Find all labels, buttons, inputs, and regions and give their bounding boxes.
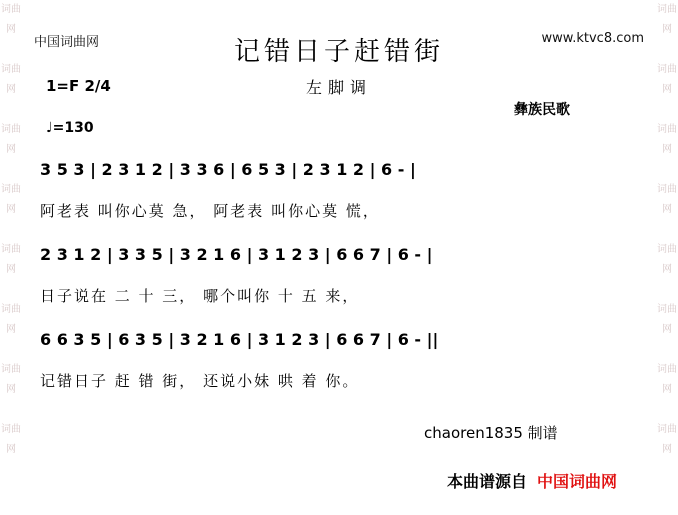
key-signature: 1=F 2/4 (46, 77, 111, 95)
source-site[interactable]: 中国词曲网 (537, 472, 618, 491)
watermark: 词曲网 (1, 184, 21, 215)
notation-row: 3 5 3 | 2 3 1 2 | 3 3 6 | 6 5 3 | 2 3 1 2 | 6 - | (40, 160, 416, 179)
watermark: 词曲网 (657, 64, 677, 95)
watermark: 词曲网 (1, 304, 21, 335)
watermark: 词曲网 (657, 364, 677, 395)
transcriber-credit: chaoren1835 制谱 (424, 424, 558, 442)
watermark: 词曲网 (657, 124, 677, 155)
watermark: 词曲网 (657, 424, 677, 455)
genre-label: 彝族民歌 (514, 102, 570, 118)
watermark: 词曲网 (1, 424, 21, 455)
watermark: 词曲网 (1, 124, 21, 155)
source-note (447, 469, 617, 492)
lyrics-row: 阿老表 叫你心莫 急， 阿老表 叫你心莫 慌， (40, 202, 380, 220)
notation-row: 6 6 3 5 | 6 3 5 | 3 2 1 6 | 3 1 2 3 | 6 6 7 | 6 - || (40, 330, 439, 349)
watermark: 词曲网 (1, 4, 21, 35)
lyrics-row: 日子说在 二 十 三， 哪个叫你 十 五 来， (40, 287, 360, 305)
watermark: 词曲网 (657, 244, 677, 275)
source-label: 本曲谱源自 (447, 472, 528, 491)
watermark: 词曲网 (1, 364, 21, 395)
watermark: 词曲网 (1, 244, 21, 275)
site-url-right: www.ktvc8.com (541, 31, 644, 46)
watermark: 词曲网 (657, 304, 677, 335)
song-subtitle: 左脚调 (305, 78, 372, 97)
notation-row: 2 3 1 2 | 3 3 5 | 3 2 1 6 | 3 1 2 3 | 6 6 7 | 6 - | (40, 245, 433, 264)
tempo-mark: ♩=130 (46, 120, 94, 136)
lyrics-row: 记错日子 赶 错 街， 还说小妹 哄 着 你。 (40, 372, 360, 390)
watermark: 词曲网 (1, 64, 21, 95)
song-title: 记错日子赶错街 (233, 37, 444, 67)
site-name-left: 中国词曲网 (34, 35, 100, 50)
watermark: 词曲网 (657, 184, 677, 215)
watermark: 词曲网 (657, 4, 677, 35)
